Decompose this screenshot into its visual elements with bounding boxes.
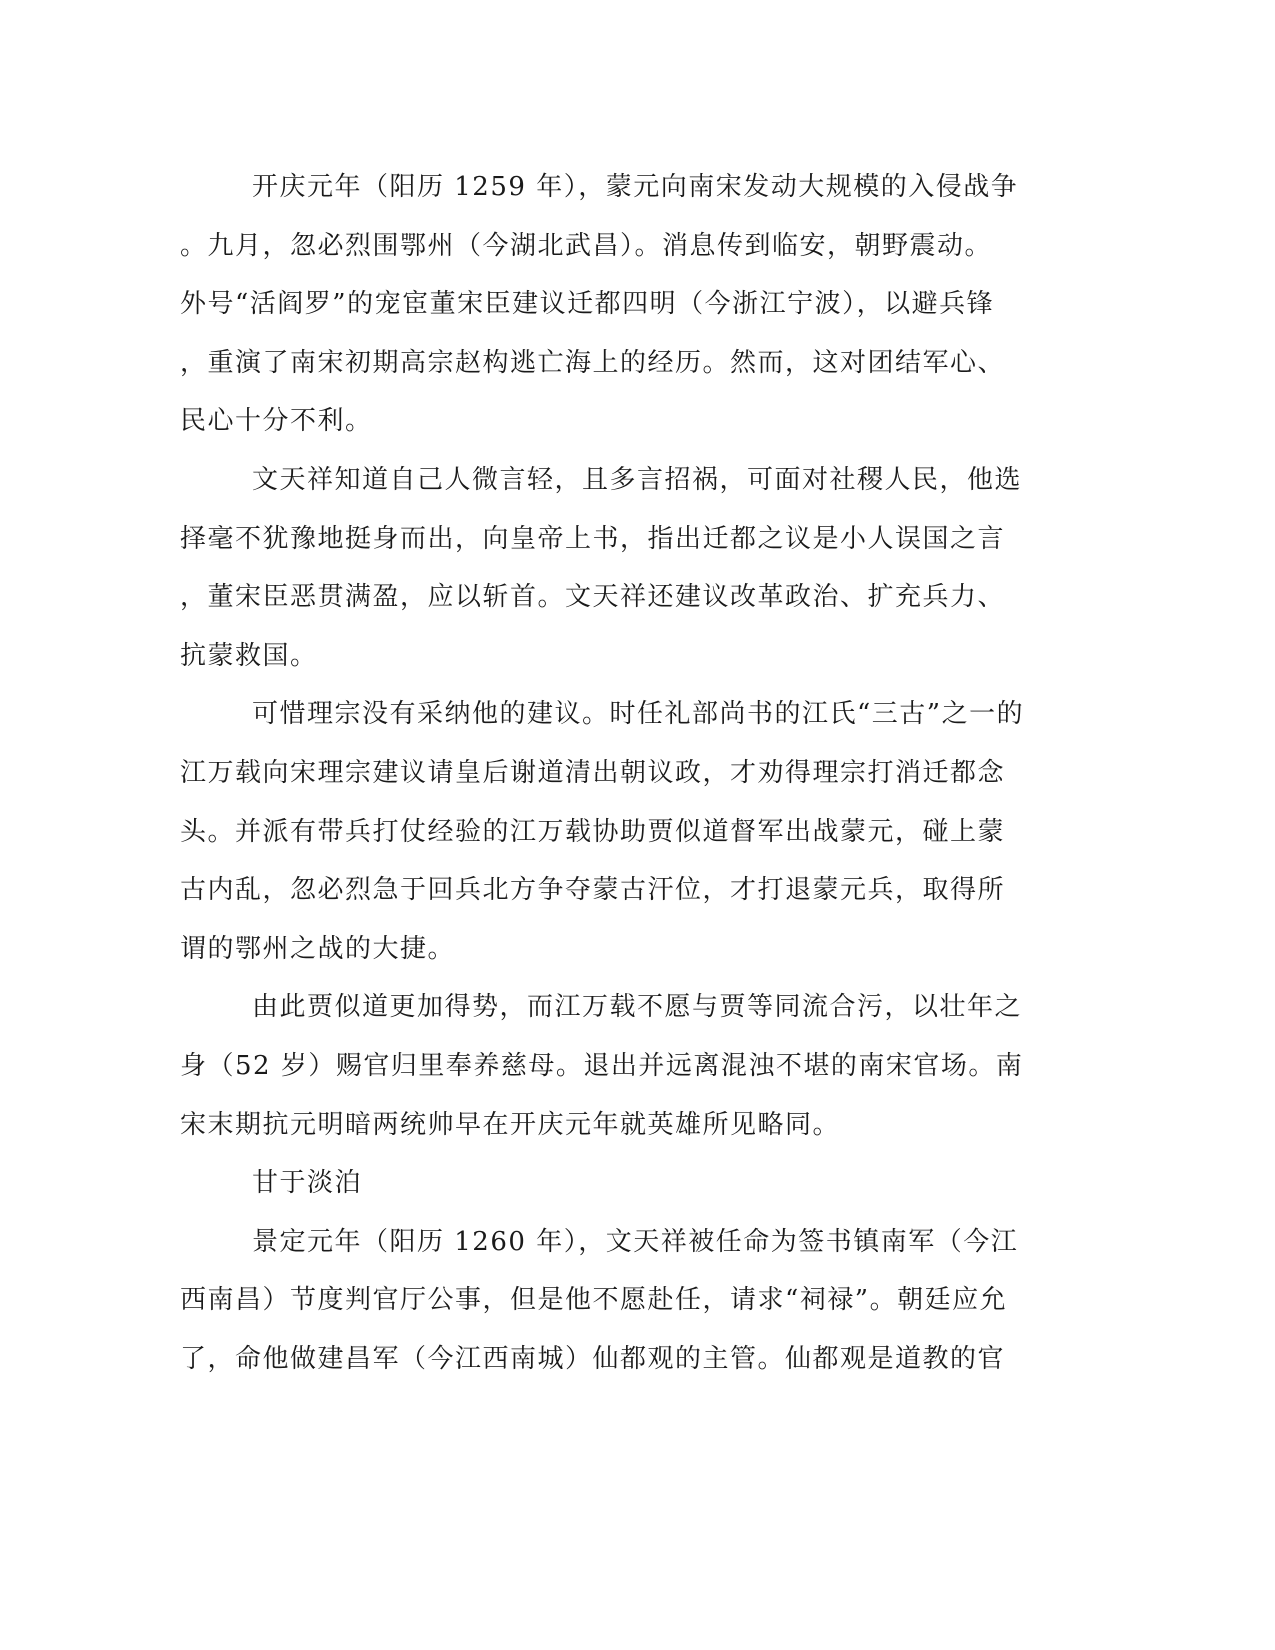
text-line: 谓的鄂州之战的大捷。	[180, 933, 456, 964]
text-line: 身（52 岁）赐官归里奉养慈母。退出并远离混浊不堪的南宋官场。南	[180, 1050, 1024, 1081]
paragraph	[180, 685, 1030, 978]
text-line: 甘于淡泊	[252, 1168, 363, 1199]
text-line: ，董宋臣恶贯满盈，应以斩首。文天祥还建议改革政治、扩充兵力、	[180, 582, 1006, 613]
document-body	[180, 158, 1030, 1388]
text-line: 可惜理宗没有采纳他的建议。时任礼部尚书的江氏“三古”之一的	[252, 699, 1025, 730]
text-line: 。九月，忽必烈围鄂州（今湖北武昌）。消息传到临安，朝野震动。	[180, 230, 993, 261]
text-line: ，重演了南宋初期高宗赵构逃亡海上的经历。然而，这对团结军心、	[180, 347, 1006, 378]
text-line: 宋末期抗元明暗两统帅早在开庆元年就英雄所见略同。	[180, 1109, 841, 1140]
text-line: 头。并派有带兵打仗经验的江万载协助贾似道督军出战蒙元，碰上蒙	[180, 816, 1006, 847]
text-line: 抗蒙救国。	[180, 640, 318, 671]
paragraph	[180, 451, 1030, 685]
text-line: 民心十分不利。	[180, 406, 373, 437]
text-line: 开庆元年（阳历 1259 年），蒙元向南宋发动大规模的入侵战争	[252, 172, 1019, 202]
paragraph	[180, 1213, 1030, 1389]
text-line: 文天祥知道自己人微言轻，且多言招祸，可面对社稷人民，他选	[252, 464, 1023, 495]
paragraph	[180, 1154, 1030, 1213]
paragraph	[180, 158, 1030, 451]
text-line: 江万载向宋理宗建议请皇后谢道清出朝议政，才劝得理宗打消迁都念	[180, 757, 1006, 788]
text-line: 由此贾似道更加得势，而江万载不愿与贾等同流合污，以壮年之	[252, 992, 1023, 1023]
text-line: 了，命他做建昌军（今江西南城）仙都观的主管。仙都观是道教的官	[180, 1343, 1006, 1374]
text-line: 择毫不犹豫地挺身而出，向皇帝上书，指出迁都之议是小人误国之言	[180, 523, 1006, 554]
paragraph	[180, 978, 1030, 1154]
text-line: 景定元年（阳历 1260 年），文天祥被任命为签书镇南军（今江	[252, 1226, 1019, 1257]
text-line: 古内乱，忽必烈急于回兵北方争夺蒙古汗位，才打退蒙元兵，取得所	[180, 875, 1006, 906]
text-line: 外号“活阎罗”的宠宦董宋臣建议迁都四明（今浙江宁波），以避兵锋	[180, 289, 995, 320]
text-line: 西南昌）节度判官厅公事，但是他不愿赴任，请求“祠禄”。朝廷应允	[180, 1285, 1008, 1316]
